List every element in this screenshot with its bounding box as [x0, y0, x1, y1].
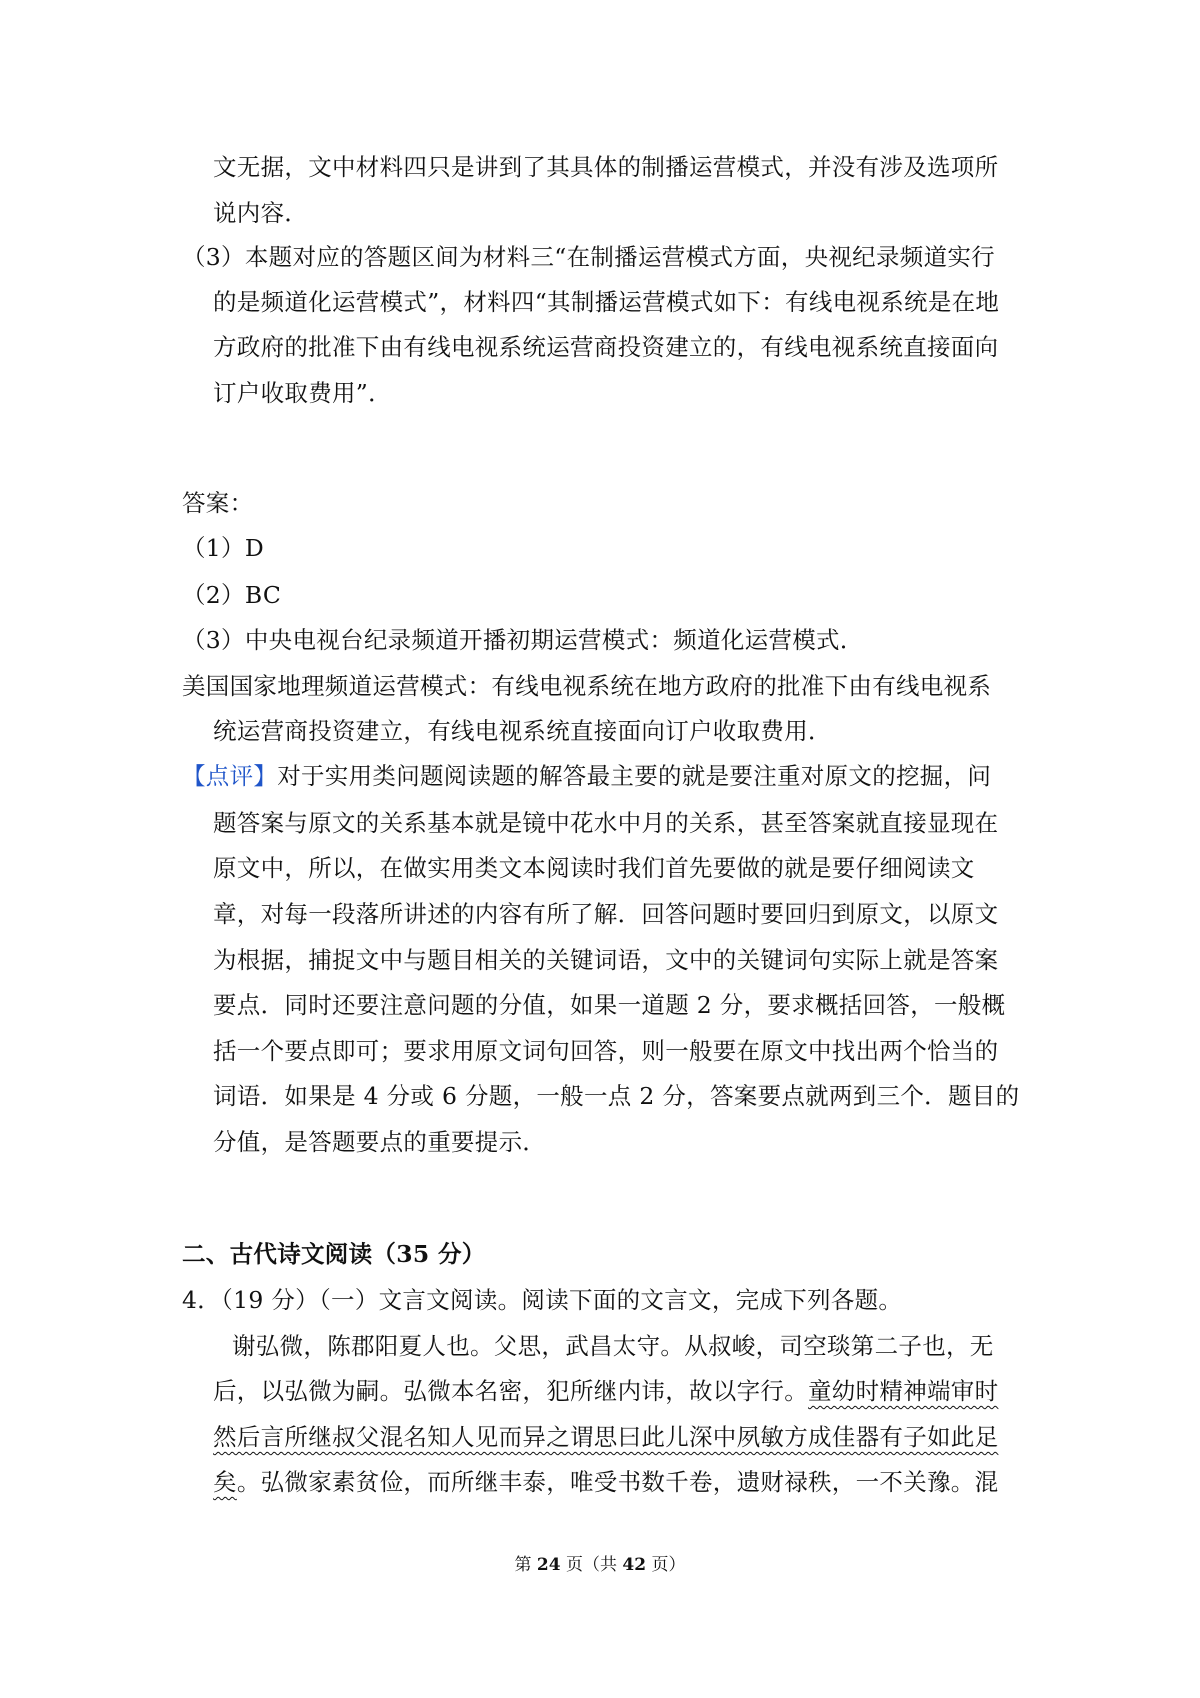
review-text: 对于实用类问题阅读题的解答最主要的就是要注重对原文的挖掘，问 [277, 762, 992, 790]
passage-text: 后，以弘微为嗣。弘微本名密，犯所继内讳，故以字行。 [213, 1377, 808, 1405]
explanation-line: 说内容． [213, 199, 309, 227]
explanation-line: 文无据，文中材料四只是讲到了其具体的制播运营模式，并没有涉及选项所 [213, 153, 999, 181]
answer-item: 统运营商投资建立，有线电视系统直接面向订户收取费用． [213, 717, 832, 745]
wavy-underlined-text: 然后言所继叔父混名知人见而异之谓思曰此儿深中夙敏方成佳器有子如此足 [213, 1423, 999, 1451]
answer-label: 答案： [182, 489, 254, 517]
review-line: 要点．同时还要注意问题的分值，如果一道题 2 分，要求概括回答，一般概 [213, 991, 1006, 1019]
wavy-underlined-text: 童幼时精神端审时 [808, 1377, 999, 1405]
q3-explanation-line: （3）本题对应的答题区间为材料三“在制播运营模式方面，央视纪录频道实行 [182, 243, 995, 271]
q3-explanation-line: 订户收取费用”． [213, 379, 392, 407]
passage-line: 谢弘微，陈郡阳夏人也。父思，武昌太守。从叔峻，司空琰第二子也，无 [232, 1332, 994, 1360]
answer-item: 美国国家地理频道运营模式：有线电视系统在地方政府的批准下由有线电视系 [182, 672, 992, 700]
footer-prefix: 第 [514, 1555, 537, 1575]
section-heading: 二、古代诗文阅读（35 分） [182, 1240, 486, 1268]
answer-item: （1）D [182, 534, 264, 562]
answer-item: （2）BC [182, 581, 282, 609]
review-line: 原文中，所以，在做实用类文本阅读时我们首先要做的就是要仔细阅读文 [213, 854, 975, 882]
q3-explanation-line: 方政府的批准下由有线电视系统运营商投资建立的，有线电视系统直接面向 [213, 333, 999, 361]
review-line: 词语．如果是 4 分或 6 分题，一般一点 2 分，答案要点就两到三个．题目的 [213, 1082, 1020, 1110]
passage-line [213, 1420, 998, 1454]
review-line: 为根据，捕捉文中与题目相关的关键词语，文中的关键词句实际上就是答案 [213, 946, 999, 974]
footer-middle: 页（共 [560, 1555, 623, 1575]
footer-suffix: 页） [646, 1555, 686, 1575]
review-tag: 【点评】 [182, 762, 278, 790]
passage-line [213, 1374, 998, 1408]
page-footer [0, 1553, 1200, 1577]
question-stem: 4．（19 分）（一）文言文阅读。阅读下面的文言文，完成下列各题。 [182, 1286, 903, 1314]
passage-line [213, 1465, 998, 1499]
total-pages: 42 [622, 1555, 647, 1575]
review-line: 括一个要点即可；要求用原文词句回答，则一般要在原文中找出两个恰当的 [213, 1037, 999, 1065]
answer-item: （3）中央电视台纪录频道开播初期运营模式：频道化运营模式． [182, 626, 864, 654]
passage-text: 。弘微家素贫俭，而所继丰泰，唯受书数千卷，遗财禄秩，一不关豫。混 [236, 1468, 999, 1496]
page-number: 24 [536, 1555, 561, 1575]
wavy-underlined-text: 矣 [213, 1468, 237, 1496]
review-line: 题答案与原文的关系基本就是镜中花水中月的关系，甚至答案就直接显现在 [213, 809, 999, 837]
review-line: 分值，是答题要点的重要提示． [213, 1128, 547, 1156]
q3-explanation-line: 的是频道化运营模式”，材料四“其制播运营模式如下：有线电视系统是在地 [213, 288, 1000, 316]
review-line: 章，对每一段落所讲述的内容有所了解．回答问题时要回归到原文，以原文 [213, 900, 999, 928]
review-first-line [182, 759, 991, 793]
